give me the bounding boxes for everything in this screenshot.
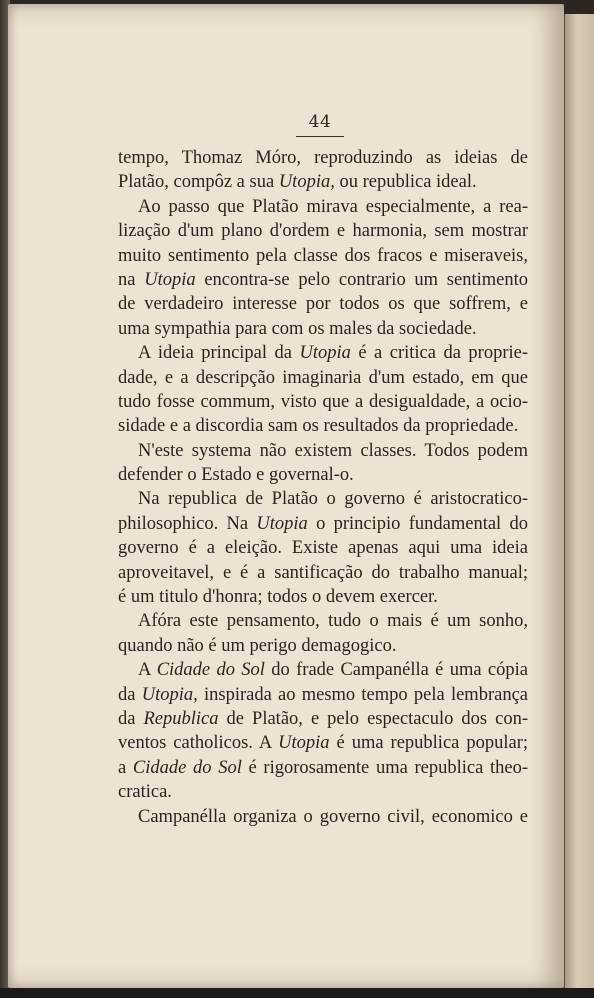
text-segment: ventos catholicos. A [118, 733, 279, 754]
text-line: governo é a eleição. Existe apenas aqui uma ideia [118, 538, 528, 559]
text-line [118, 341, 528, 365]
text-line [118, 683, 528, 707]
text-line: é um titulo d'honra; todos o devem exercer. [118, 587, 438, 608]
text-line: quando não é um perigo demagogico. [118, 635, 397, 656]
italic-title: Republica [143, 708, 219, 729]
text-line: uma sympathia para com os males da sociedade. [118, 318, 477, 339]
text-segment: da [118, 708, 144, 729]
text-line: Campanélla organiza o governo civil, economico e [138, 806, 528, 827]
text-line: Afóra este pensamento, tudo o mais é um sonho, [138, 611, 528, 632]
text-line [118, 756, 528, 780]
italic-title: Utopia, [278, 172, 335, 193]
italic-title: Utopia, [141, 684, 198, 705]
italic-title: Utopia [299, 343, 351, 364]
text-segment: é uma republica popular; [329, 733, 528, 754]
bottom-shadow [0, 988, 594, 998]
text-line: tempo, Thomaz Móro, reproduzindo as ideias de [118, 148, 528, 168]
text-segment: o principio fundamental do [307, 513, 528, 534]
text-segment: da [118, 684, 142, 705]
text-segment: philosophico. Na [118, 513, 257, 534]
text-line: aproveitavel, e é a santificação do trabalho manual; [118, 562, 528, 583]
text-line: N'este systema não existem classes. Todos podem [138, 440, 528, 461]
next-page-edge [564, 14, 594, 989]
text-line: muito sentimento pela classe dos fracos e miseraveis, [118, 245, 528, 266]
text-segment: de Platão, e pelo espectaculo dos con- [218, 708, 528, 729]
page-number: 44 [308, 112, 332, 132]
text-segment: na [118, 269, 145, 290]
body-text [118, 146, 528, 829]
text-segment: inspirada ao mesmo tempo pela lembrança [197, 684, 528, 705]
text-line [118, 707, 528, 731]
text-line: Ao passo que Platão mirava especialmente, a rea- [138, 196, 528, 217]
text-line: sidade e a discordia sam os resultados da propriedade. [118, 416, 519, 437]
text-line: Na republica de Platão o governo é aristocratico- [138, 489, 528, 510]
text-line: de verdadeiro interesse por todos os que soffrem, e [118, 294, 528, 315]
text-line [118, 512, 528, 536]
text-line: dade, e a descripção imaginaria d'um estado, em que [118, 367, 528, 388]
text-line [118, 731, 528, 755]
text-line [118, 170, 528, 194]
text-line: cratica. [118, 782, 172, 803]
text-segment: a [118, 757, 133, 778]
text-line [118, 658, 528, 682]
text-line: defender o Estado e governal-o. [118, 465, 354, 486]
text-segment: encontra-se pelo contrario um sentimento [195, 269, 528, 290]
italic-title: Utopia [144, 269, 196, 290]
text-segment: Platão, compôz a sua [118, 172, 279, 193]
text-segment: A ideia principal da [138, 343, 300, 364]
text-segment: é a critica da proprie- [350, 343, 528, 364]
text-segment: do frade Campanélla é uma cópia [264, 660, 528, 681]
text-line: lização d'um plano d'ordem e harmonia, sem mostrar [118, 221, 528, 242]
page-number-rule [296, 136, 344, 137]
text-segment: A [138, 660, 157, 681]
text-line [118, 268, 528, 292]
text-segment: ou republica ideal. [334, 172, 477, 193]
text-segment: é rigorosamente uma republica theo- [241, 757, 528, 778]
italic-title: Cidade do Sol [132, 757, 242, 778]
italic-title: Utopia [278, 733, 330, 754]
text-line: tudo fosse commum, visto que a desigualdade, a ocio- [118, 391, 528, 412]
italic-title: Cidade do Sol [156, 660, 265, 681]
italic-title: Utopia [256, 513, 308, 534]
